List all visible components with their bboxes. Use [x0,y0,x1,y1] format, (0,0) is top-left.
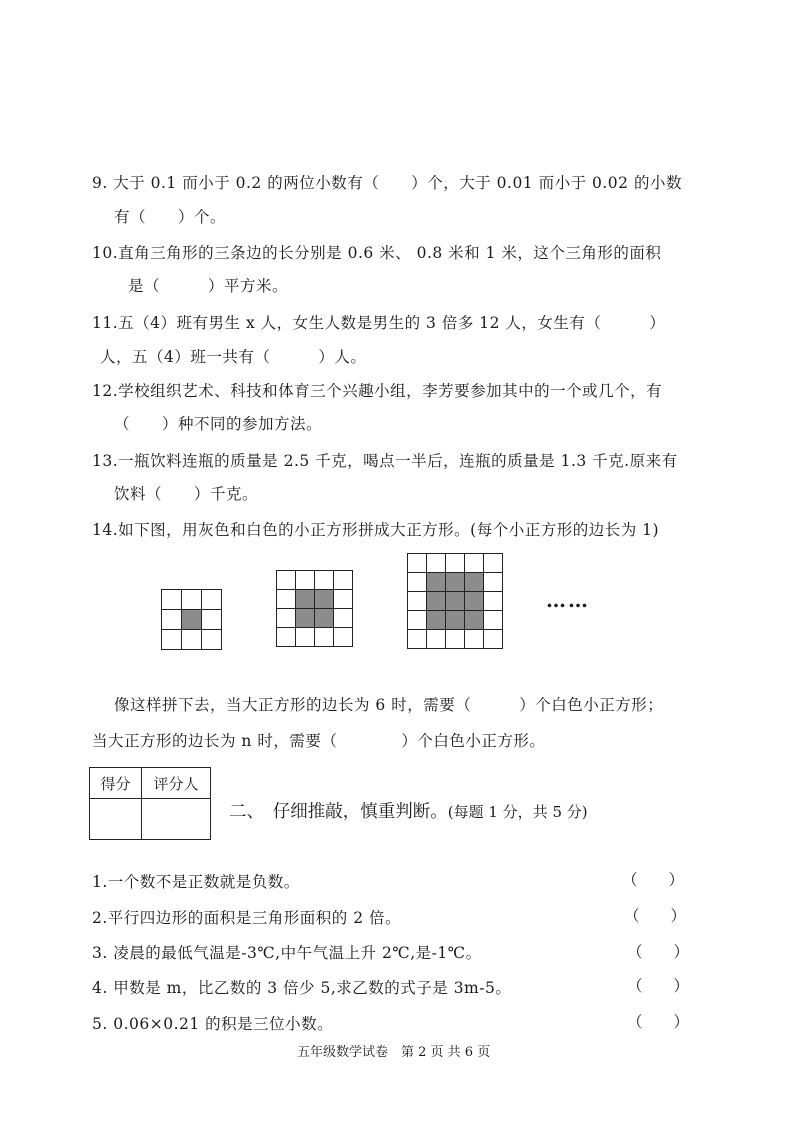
continuation-ellipsis: …… [546,588,590,612]
judgment-2-answer-blank: （ ） [624,907,687,925]
judgment-1-answer-blank: （ ） [622,871,685,889]
judgment-5: 5. 0.06×0.21 的积是三位小数。 [92,1015,334,1033]
q14-line1: 14.如下图，用灰色和白色的小正方形拼成大正方形。(每个小正方形的边长为 1) [92,521,660,539]
score-cell [90,799,142,840]
q9-line2: 有（ ）个。 [114,208,227,226]
q11-line1: 11.五（4）班有男生 x 人，女生人数是男生的 3 倍多 12 人，女生有（ ） [92,314,666,332]
q9-line1: 9. 大于 0.1 而小于 0.2 的两位小数有（ ）个，大于 0.01 而小于 0.02 的小数 [92,174,682,192]
judgment-2: 2.平行四边形的面积是三角形面积的 2 倍。 [92,909,402,927]
square-figure-3x3 [161,589,222,650]
judgment-4: 4. 甲数是 m，比乙数的 3 倍少 5,求乙数的式子是 3m-5。 [92,979,512,997]
section-2-title: 二、 仔细推敲，慎重判断。 [229,802,448,822]
section-2-note: (每题 1 分，共 5 分) [447,803,588,821]
grader-header: 评分人 [142,768,211,799]
grader-cell [142,799,211,840]
score-table [89,767,211,840]
judgment-4-answer-blank: （ ） [627,977,690,995]
page-footer: 五年级数学试卷 第 2 页 共 6 页 [297,1045,491,1060]
section-2-heading [229,798,588,823]
q10-line1: 10.直角三角形的三条边的长分别是 0.6 米、 0.8 米和 1 米，这个三角形的面积 [92,244,662,262]
q10-line2: 是（ ）平方米。 [128,277,289,295]
q14-line3: 当大正方形的边长为 n 时，需要（ ）个白色小正方形。 [92,732,546,750]
q13-line2: 饮料（ ）千克。 [114,485,259,503]
q12-line1: 12.学校组织艺术、科技和体育三个兴趣小组，李芳要参加其中的一个或几个，有 [92,382,663,400]
judgment-5-answer-blank: （ ） [627,1013,690,1031]
q12-line2: （ ）种不同的参加方法。 [114,415,323,433]
q11-line2: 人，五（4）班一共有（ ）人。 [100,348,367,366]
square-figure-4x4 [276,570,353,647]
judgment-3-answer-blank: （ ） [627,943,690,961]
q13-line1: 13.一瓶饮料连瓶的质量是 2.5 千克，喝点一半后，连瓶的质量是 1.3 千克.原来有 [92,452,678,470]
score-header: 得分 [90,768,142,799]
judgment-1: 1.一个数不是正数就是负数。 [92,873,300,891]
square-figure-5x5 [407,553,503,649]
q14-line2: 像这样拼下去，当大正方形的边长为 6 时，需要（ ）个白色小正方形； [114,696,664,714]
judgment-3: 3. 凌晨的最低气温是-3℃,中午气温上升 2℃,是-1℃。 [92,944,482,962]
